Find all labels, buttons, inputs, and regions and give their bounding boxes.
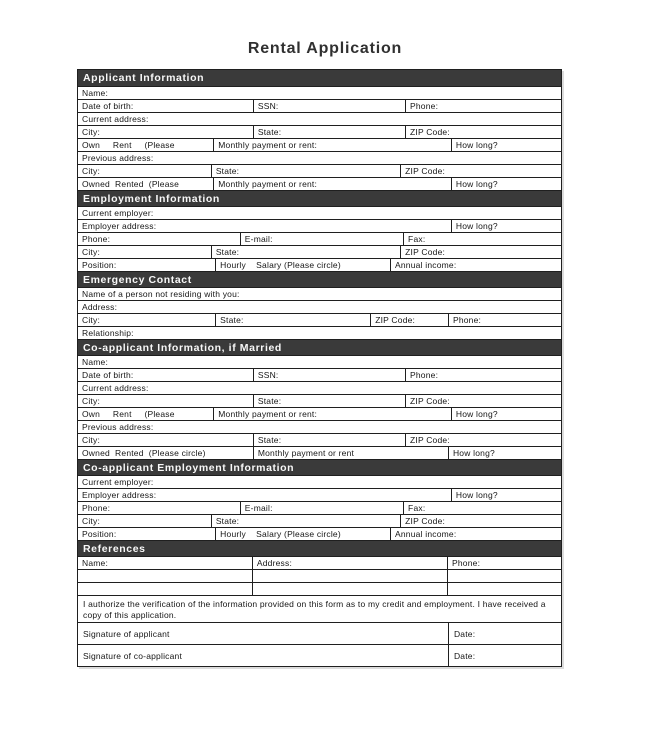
field-label: State: (215, 247, 240, 257)
form-cell (78, 570, 252, 582)
form-cell (447, 557, 561, 569)
field-label: Monthly payment or rent: (218, 179, 318, 189)
field-label: Monthly payment or rent: (218, 409, 318, 419)
form-cell (78, 327, 561, 339)
form-row (78, 300, 561, 313)
field-label: Own Rent (Please (82, 409, 175, 419)
form-cell (78, 259, 215, 271)
field-label: How long? (455, 409, 498, 419)
field-label: State: (220, 315, 244, 325)
form-cell (405, 395, 561, 407)
form-cell (400, 246, 561, 258)
form-cell (78, 434, 253, 446)
field-label: Phone: (409, 370, 439, 380)
form-cell (240, 502, 403, 514)
form-cell (447, 570, 561, 582)
field-label: Monthly payment or rent: (218, 140, 318, 150)
form-cell (253, 434, 405, 446)
form-cell (78, 356, 561, 368)
field-label: City: (82, 516, 100, 526)
authorization-row (78, 595, 561, 622)
form-row (78, 326, 561, 339)
field-label: Annual income: (395, 260, 457, 270)
form-cell (451, 408, 561, 420)
field-label: State: (215, 166, 240, 176)
field-label: ZIP Code: (409, 127, 450, 137)
section-header: Employment Information (78, 190, 561, 206)
form-cell (405, 126, 561, 138)
field-label: State: (257, 396, 282, 406)
field-label: ZIP Code: (405, 516, 446, 526)
form-cell (253, 126, 405, 138)
form-row (78, 381, 561, 394)
form-row (78, 219, 561, 232)
form-cell (78, 178, 213, 190)
form-cell (252, 557, 447, 569)
field-label (253, 583, 447, 584)
form-cell (403, 502, 561, 514)
form-row (78, 501, 561, 514)
field-label: Employer address: (82, 221, 157, 231)
form-cell (253, 447, 448, 459)
form-cell (390, 259, 561, 271)
form-cell (447, 583, 561, 595)
rental-application-form (77, 69, 562, 667)
form-cell (215, 528, 390, 540)
field-label: State: (215, 516, 240, 526)
form-cell (211, 246, 400, 258)
field-label (78, 570, 252, 571)
form-cell (451, 139, 561, 151)
field-label: City: (82, 166, 100, 176)
form-cell (78, 382, 561, 394)
field-label: ZIP Code: (409, 396, 450, 406)
field-label: City: (82, 396, 100, 406)
form-cell (78, 447, 253, 459)
form-row (78, 177, 561, 190)
field-label: Phone: (452, 315, 482, 325)
form-cell (78, 113, 561, 125)
field-label: Date: (453, 629, 476, 639)
form-cell (78, 645, 448, 666)
form-cell (78, 246, 211, 258)
field-label: Name: (82, 88, 109, 98)
field-label: Relationship: (82, 328, 134, 338)
field-label: Monthly payment or rent (257, 448, 355, 458)
field-label: State: (257, 435, 282, 445)
form-cell (403, 233, 561, 245)
form-cell (405, 434, 561, 446)
form-cell (78, 489, 451, 501)
form-cell (253, 395, 405, 407)
form-cell (253, 100, 405, 112)
field-label: Phone: (82, 503, 111, 513)
form-row (78, 446, 561, 459)
form-row (78, 368, 561, 381)
form-row (78, 313, 561, 326)
form-row (78, 245, 561, 258)
form-cell (78, 369, 253, 381)
section-header: Co-applicant Information, if Married (78, 339, 561, 355)
field-label: Name: (82, 357, 109, 367)
section-header: Co-applicant Employment Information (78, 459, 561, 475)
field-label: How long? (455, 140, 498, 150)
field-label: Owned Rented (Please circle) (82, 448, 206, 458)
form-row-signature (78, 644, 561, 666)
form-row (78, 514, 561, 527)
form-cell (78, 583, 252, 595)
field-label (448, 570, 561, 571)
field-label: Name of a person not residing with you: (82, 289, 240, 299)
form-row (78, 420, 561, 433)
form-cell (370, 314, 448, 326)
section-header: Applicant Information (78, 70, 561, 86)
form-cell (215, 259, 390, 271)
field-label: Date: (453, 651, 476, 661)
form-cell (451, 220, 561, 232)
form-cell (78, 557, 252, 569)
field-label: Previous address: (82, 153, 154, 163)
form-cell (78, 220, 451, 232)
field-label: Phone: (82, 234, 111, 244)
form-row (78, 112, 561, 125)
form-cell (78, 152, 561, 164)
form-row (78, 355, 561, 368)
field-label: Hourly Salary (Please circle) (220, 260, 341, 270)
field-label (78, 583, 252, 584)
form-cell (448, 314, 561, 326)
form-row (78, 582, 561, 595)
field-label: ZIP Code: (409, 435, 450, 445)
form-row (78, 206, 561, 219)
form-cell (240, 233, 403, 245)
field-label: Fax: (408, 503, 426, 513)
form-cell (78, 207, 561, 219)
field-label: Current employer: (82, 208, 154, 218)
field-label: Date of birth: (82, 370, 134, 380)
form-cell (252, 583, 447, 595)
field-label: Current employer: (82, 477, 154, 487)
form-cell (405, 100, 561, 112)
field-label: Hourly Salary (Please circle) (220, 529, 341, 539)
form-cell (78, 288, 561, 300)
form-cell (78, 87, 561, 99)
section-header: References (78, 540, 561, 556)
field-label: Name: (82, 558, 109, 568)
form-cell (78, 301, 561, 313)
form-row (78, 407, 561, 420)
form-row (78, 556, 561, 569)
form-cell (448, 623, 561, 644)
form-cell (78, 515, 211, 527)
form-row (78, 287, 561, 300)
form-row (78, 164, 561, 177)
page-title: Rental Application (247, 40, 403, 57)
form-row (78, 475, 561, 488)
form-cell (252, 570, 447, 582)
form-cell (213, 178, 451, 190)
form-row (78, 433, 561, 446)
form-cell (78, 126, 253, 138)
field-label: Annual income: (395, 529, 457, 539)
field-label: City: (82, 127, 100, 137)
form-row (78, 125, 561, 138)
form-cell (78, 314, 215, 326)
field-label: ZIP Code: (405, 166, 446, 176)
field-label: How long? (455, 179, 498, 189)
field-label: Address: (256, 558, 293, 568)
form-row (78, 258, 561, 271)
form-cell (215, 314, 370, 326)
form-row (78, 99, 561, 112)
form-row (78, 569, 561, 582)
form-cell (78, 233, 240, 245)
form-cell (78, 139, 213, 151)
field-label: City: (82, 247, 100, 257)
form-cell (253, 369, 405, 381)
form-cell (78, 623, 448, 644)
form-row (78, 232, 561, 245)
field-label: Phone: (452, 558, 481, 568)
field-label: Fax: (408, 234, 426, 244)
form-cell (78, 100, 253, 112)
form-cell (78, 408, 213, 420)
field-label: Current address: (82, 114, 149, 124)
form-row (78, 138, 561, 151)
field-label: Previous address: (82, 422, 154, 432)
form-row (78, 86, 561, 99)
field-label: ZIP Code: (405, 247, 446, 257)
field-label: Position: (82, 260, 117, 270)
form-row-signature (78, 622, 561, 644)
field-label (448, 583, 561, 584)
form-cell (211, 515, 400, 527)
field-label: Signature of co-applicant (83, 651, 183, 661)
form-cell (211, 165, 400, 177)
form-cell (451, 178, 561, 190)
field-label: ZIP Code: (375, 315, 416, 325)
field-label: Own Rent (Please (82, 140, 175, 150)
field-label: City: (82, 435, 100, 445)
field-label: SSN: (257, 101, 279, 111)
form-cell (405, 369, 561, 381)
form-cell (448, 447, 561, 459)
field-label: Owned Rented (Please (82, 179, 180, 189)
field-label: SSN: (257, 370, 279, 380)
form-row (78, 151, 561, 164)
form-cell (451, 489, 561, 501)
field-label: Current address: (82, 383, 149, 393)
form-cell (78, 528, 215, 540)
field-label: E-mail: (244, 503, 273, 513)
field-label: Phone: (409, 101, 439, 111)
form-cell (448, 645, 561, 666)
section-header: Emergency Contact (78, 271, 561, 287)
form-cell (400, 515, 561, 527)
field-label: Date of birth: (82, 101, 134, 111)
field-label: E-mail: (244, 234, 273, 244)
form-cell (78, 596, 561, 622)
field-label (253, 570, 447, 571)
form-cell (78, 165, 211, 177)
form-cell (78, 395, 253, 407)
field-label: City: (82, 315, 100, 325)
form-cell (390, 528, 561, 540)
field-label: Address: (82, 302, 118, 312)
field-label: How long? (452, 448, 495, 458)
authorization-text: I authorize the verification of the information provided on this form as to my credit and employment. I have received a copy of this application. (83, 599, 546, 620)
form-cell (78, 476, 561, 488)
field-label: How long? (455, 221, 498, 231)
form-row (78, 488, 561, 501)
field-label: Position: (82, 529, 117, 539)
form-cell (213, 139, 451, 151)
field-label: How long? (455, 490, 498, 500)
form-row (78, 527, 561, 540)
form-row (78, 394, 561, 407)
field-label: Signature of applicant (83, 629, 170, 639)
form-cell (78, 502, 240, 514)
field-label: State: (257, 127, 282, 137)
form-cell (213, 408, 451, 420)
form-cell (400, 165, 561, 177)
field-label: Employer address: (82, 490, 157, 500)
form-cell (78, 421, 561, 433)
